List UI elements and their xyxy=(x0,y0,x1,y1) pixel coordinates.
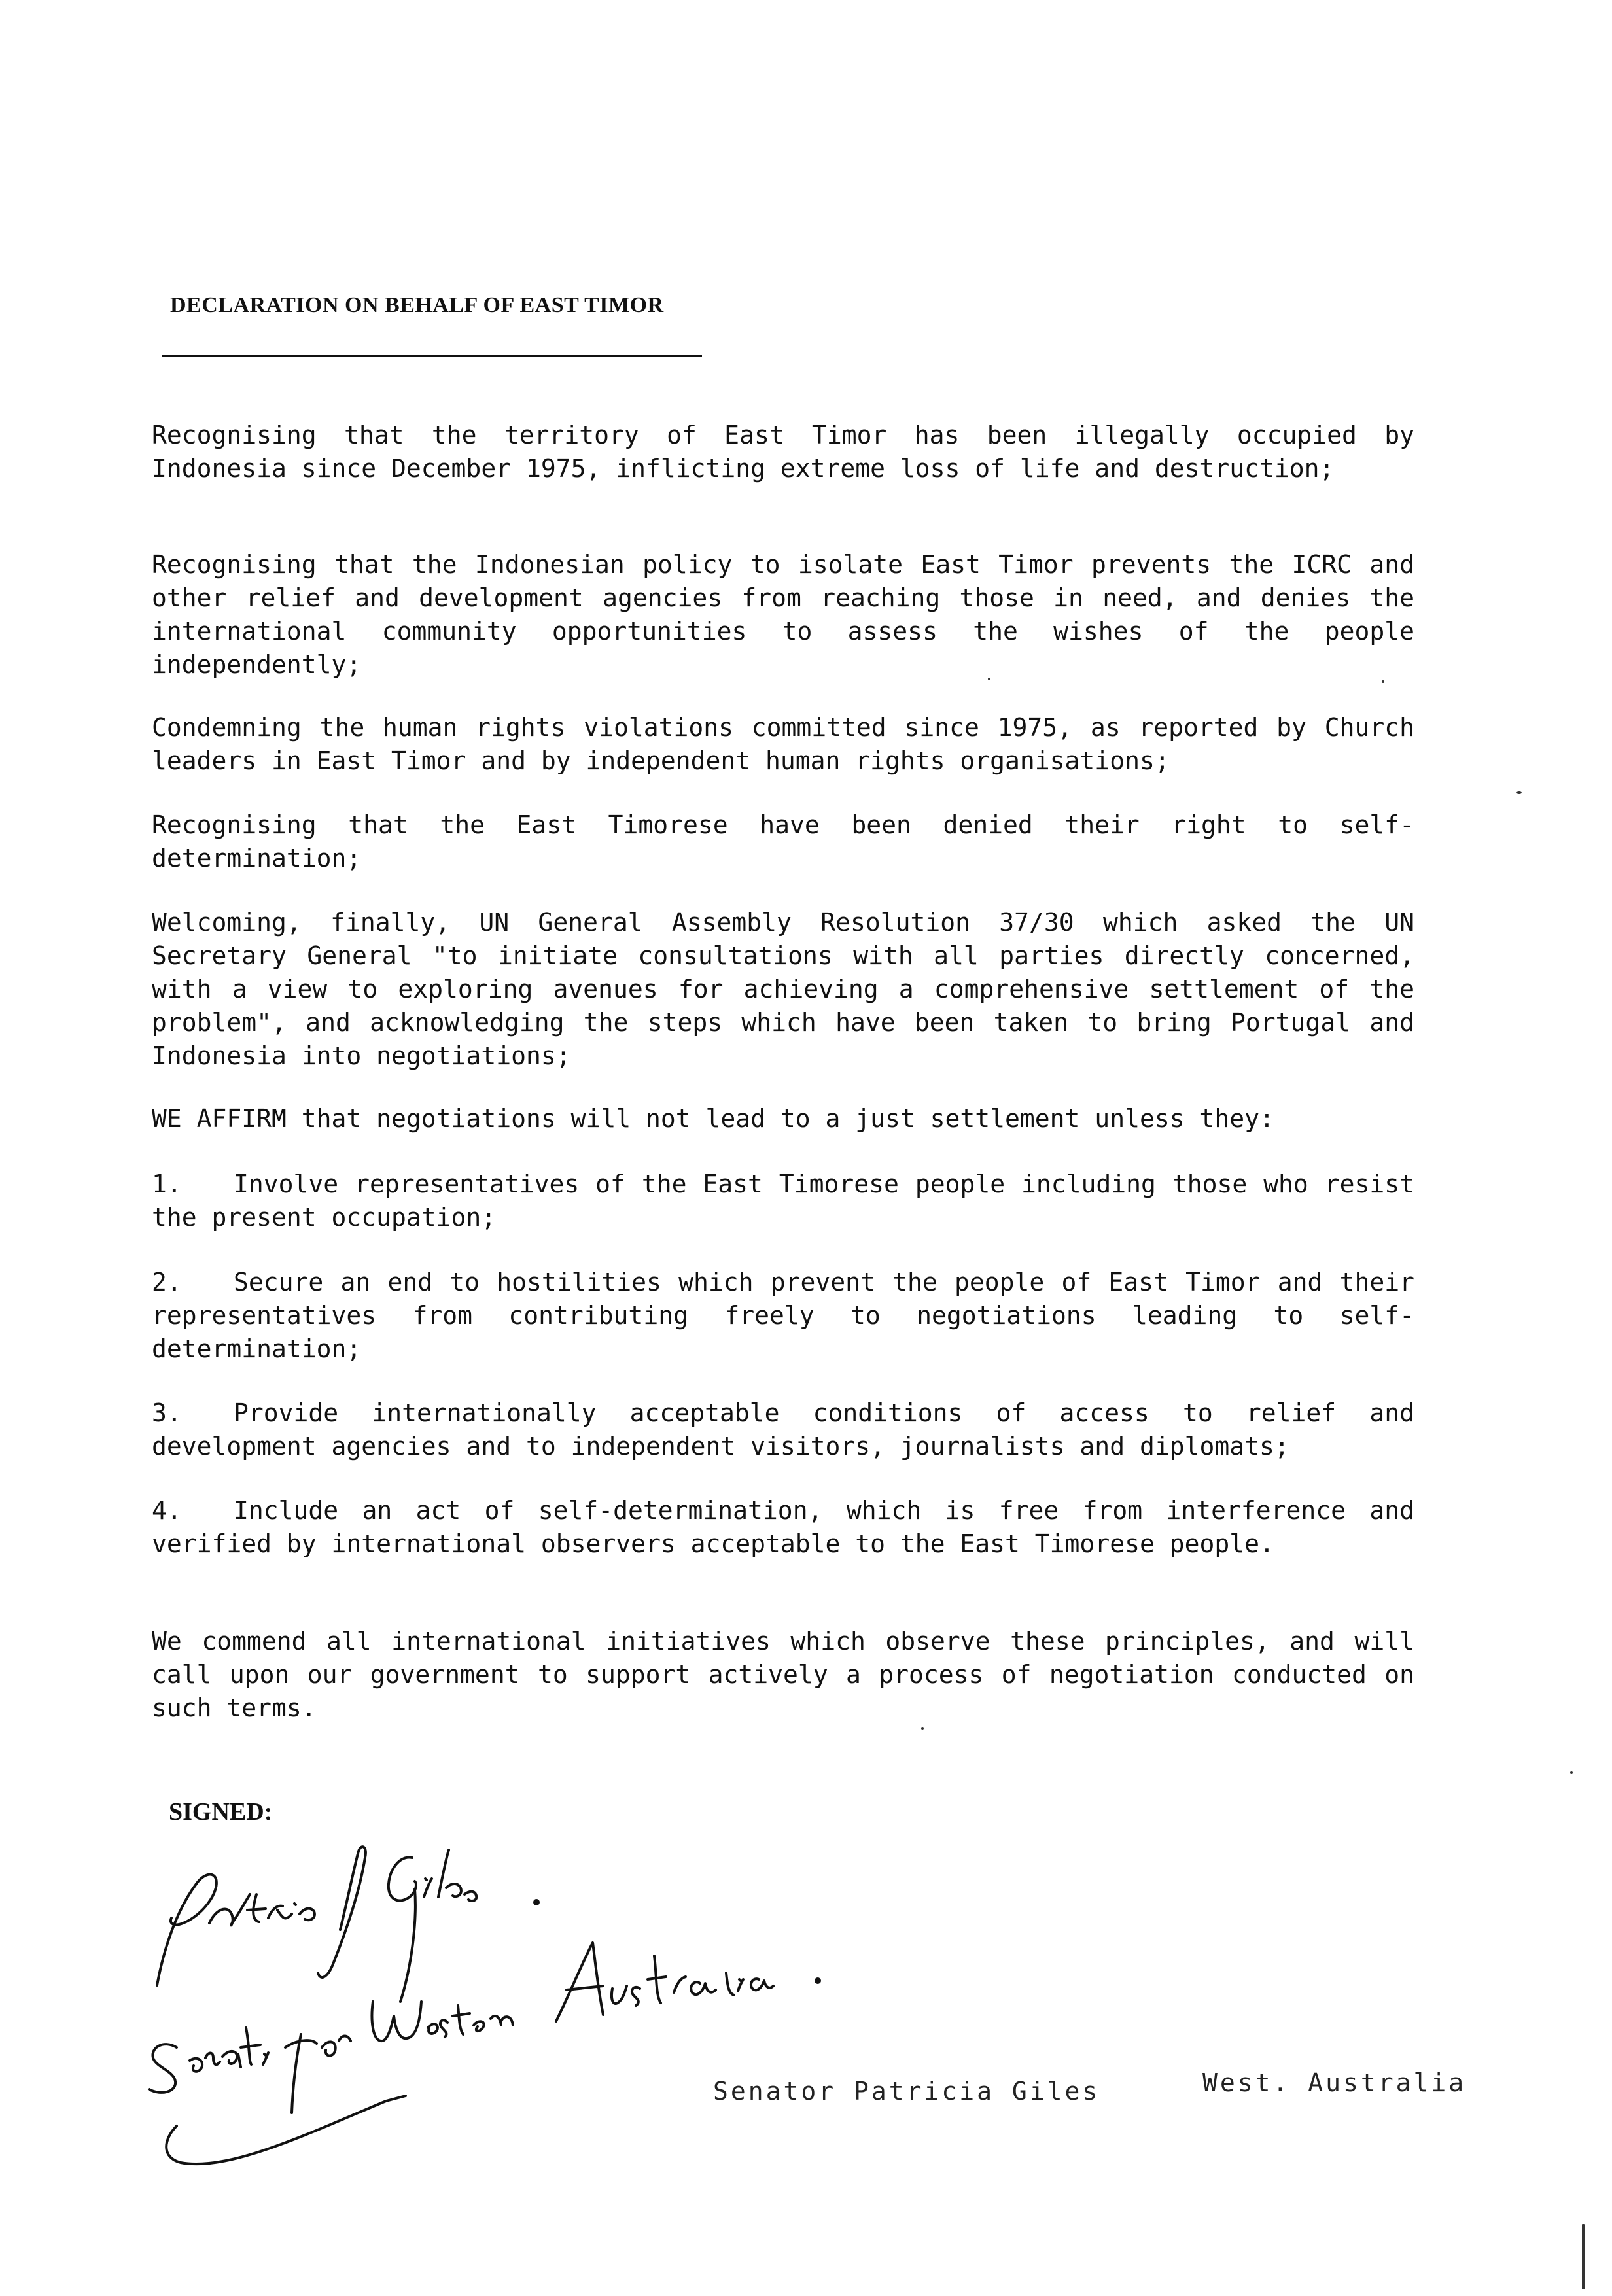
scan-speck xyxy=(921,1727,924,1730)
list-item xyxy=(152,1266,1414,1366)
paragraph-self-determination: Recognising that the East Timorese have been denied their right to self-determination; xyxy=(152,810,1414,873)
scan-edge-mark xyxy=(1582,2224,1585,2289)
list-item xyxy=(152,1397,1414,1463)
list-item-number: 2. xyxy=(152,1268,182,1296)
scan-speck xyxy=(1570,1771,1573,1774)
list-item-text: Secure an end to hostilities which prevent the people of East Timor and their representatives from contributing freely to negotiations leading to self-determination; xyxy=(152,1268,1414,1363)
scan-speck xyxy=(1382,680,1384,683)
paragraph-un-resolution: Welcoming, finally, UN General Assembly Resolution 37/30 which asked the UN Secretary General "to initiate consultations with all parties directly concerned, with a view to exploring avenues for achieving a comprehensive settlement of the problem", and acknowledging the steps which have been taken to bring Portugal and Indonesia into negotiations; xyxy=(152,908,1414,1070)
typed-signatory-name: Senator Patricia Giles xyxy=(713,2077,1100,2106)
list-item-text: Involve representatives of the East Timorese people including those who resist the present occupation; xyxy=(152,1170,1414,1232)
paragraph-isolation-policy: Recognising that the Indonesian policy to isolate East Timor prevents the ICRC and other relief and development agencies from reaching those in need, and denies the international community opportunities to assess the wishes of the people independently; xyxy=(152,550,1414,679)
list-item-number: 3. xyxy=(152,1399,182,1427)
list-item xyxy=(152,1168,1414,1234)
list-item xyxy=(152,1494,1414,1561)
paragraph-we-affirm: WE AFFIRM that negotiations will not lead to a just settlement unless they: xyxy=(152,1104,1274,1133)
handwritten-signature xyxy=(137,1832,890,2198)
scan-speck xyxy=(988,678,990,680)
paragraph-human-rights: Condemning the human rights violations committed since 1975, as reported by Church leaders in East Timor and by independent human rights organisations; xyxy=(152,713,1414,775)
list-item-text: Provide internationally acceptable conditions of access to relief and development agencies and to independent visitors, journalists and diplomats; xyxy=(152,1399,1414,1461)
signed-label: SIGNED: xyxy=(169,1798,273,1826)
scan-speck xyxy=(1516,791,1522,794)
title-underline xyxy=(162,355,702,357)
paragraph-occupation: Recognising that the territory of East Timor has been illegally occupied by Indonesia since December 1975, inflicting extreme loss of life and destruction; xyxy=(152,421,1414,483)
document-title: DECLARATION ON BEHALF OF EAST TIMOR xyxy=(170,293,664,317)
list-item-number: 4. xyxy=(152,1496,182,1525)
typed-signatory-place: West. Australia xyxy=(1202,2068,1467,2097)
list-item-text: Include an act of self-determination, which is free from interference and verified by international observers acceptable to the East Timorese people. xyxy=(152,1496,1414,1558)
paragraph-closing: We commend all international initiatives which observe these principles, and will call upon our government to support actively a process of negotiation conducted on such terms. xyxy=(152,1627,1414,1722)
list-item-number: 1. xyxy=(152,1170,182,1198)
